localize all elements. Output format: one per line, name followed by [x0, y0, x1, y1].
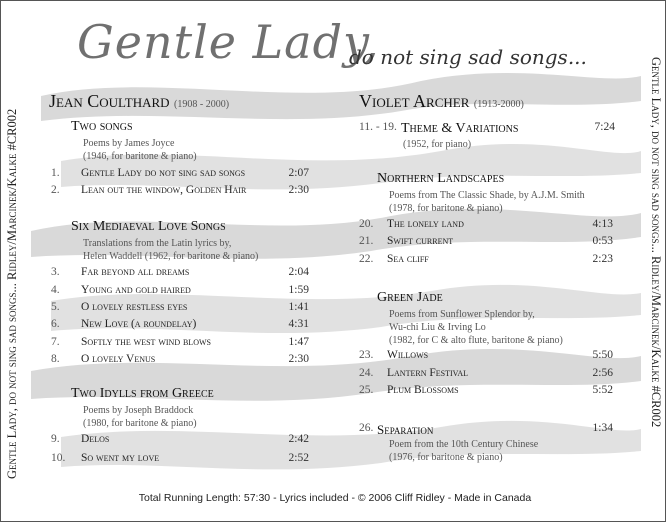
theme-row [359, 121, 615, 137]
track-number: 5. [51, 301, 60, 313]
track-row [359, 349, 613, 363]
track-number: 10. [51, 452, 66, 464]
track-title: Separation [377, 422, 434, 437]
track-title: O lovely restless eyes [81, 301, 188, 313]
track-title: O lovely Venus [81, 353, 156, 365]
composer-left-dates: (1908 - 2000) [174, 99, 230, 110]
track-row [359, 384, 613, 398]
track-duration: 2:30 [288, 353, 309, 365]
track-duration: 4:31 [288, 318, 309, 330]
track-duration: 5:52 [592, 384, 613, 396]
track-title: Gentle Lady do not sing sad songs [81, 167, 246, 179]
track-duration: 2:23 [592, 253, 613, 265]
track-row [51, 184, 309, 198]
work-note: Poems by James Joyce [83, 138, 175, 149]
spine-right-text: Gentle Lady, do not sing sad songs... Ridley/Marcinek/Kalke #CR002 [649, 57, 663, 428]
composer-right [359, 91, 524, 112]
work-note: Poems from Sunflower Splendor by, [389, 309, 535, 320]
spine-left-text: Gentle Lady, do not sing sad songs... Ridley/Marcinek/Kalke #CR002 [5, 108, 19, 479]
track-number: 20. [359, 218, 374, 230]
track-row [51, 452, 309, 466]
work-note: (1978, for baritone & piano) [389, 203, 503, 214]
track-title: So went my love [81, 452, 160, 464]
track-row [51, 318, 309, 332]
track-duration: 2:42 [288, 433, 309, 445]
footer-credits: Total Running Length: 57:30 - Lyrics included - © 2006 Cliff Ridley - Made in Canada [138, 492, 532, 504]
track-duration: 1:47 [288, 336, 309, 348]
spine-right [645, 1, 666, 522]
work-title: Green Jade [377, 290, 443, 305]
work-note: (1982, for C & alto flute, baritone & piano) [389, 335, 563, 346]
track-row [359, 253, 613, 267]
track-number: 26. [359, 422, 374, 434]
separation-row [359, 422, 613, 438]
track-duration: 7:24 [594, 121, 615, 133]
track-number: 4. [51, 284, 60, 296]
work-title: Northern Landscapes [377, 171, 505, 186]
track-title: New Love (a roundelay) [81, 318, 197, 330]
work-title: Six Mediaeval Love Songs [71, 219, 226, 234]
work-title: Two songs [71, 119, 133, 134]
track-duration: 1:34 [592, 422, 613, 434]
track-title: Plum Blossoms [387, 384, 459, 396]
work-note: Helen Waddell (1962, for baritone & piano) [83, 251, 259, 262]
track-duration: 0:53 [592, 235, 613, 247]
track-duration: 1:41 [288, 301, 309, 313]
track-number: 25. [359, 384, 374, 396]
spine-left [1, 1, 23, 522]
track-number: 7. [51, 336, 60, 348]
composer-right-dates: (1913-2000) [473, 99, 524, 110]
track-title: Delos [81, 433, 110, 445]
track-duration: 5:50 [592, 349, 613, 361]
track-number: 9. [51, 433, 60, 445]
track-number: 23. [359, 349, 374, 361]
track-duration: 1:59 [288, 284, 309, 296]
work-note: Translations from the Latin lyrics by, [83, 238, 232, 249]
work-note: Poem from the 10th Century Chinese [389, 439, 539, 450]
track-title: Lean out the window, Golden Hair [81, 184, 247, 196]
composer-left [49, 91, 229, 112]
track-row [359, 218, 613, 232]
track-number: 22. [359, 253, 374, 265]
track-row [51, 284, 309, 298]
composer-right-name: Violet Archer [359, 91, 470, 111]
track-title: Far beyond all dreams [81, 266, 190, 278]
track-row [51, 353, 309, 367]
track-row [51, 301, 309, 315]
track-duration: 2:07 [288, 167, 309, 179]
track-duration: 2:52 [288, 452, 309, 464]
track-title: Young and gold haired [81, 284, 191, 296]
track-duration: 2:30 [288, 184, 309, 196]
album-title-sub: do not sing sad songs... [349, 45, 587, 69]
track-number: 11. - 19. [359, 121, 397, 133]
work-note: Poems from The Classic Shade, by A.J.M. Smith [389, 190, 585, 201]
track-number: 6. [51, 318, 60, 330]
composer-left-name: Jean Coulthard [49, 91, 170, 111]
work-note: Wu-chi Liu & Irving Lo [389, 322, 486, 333]
track-number: 21. [359, 235, 374, 247]
work-note: (1952, for piano) [403, 139, 472, 150]
work-note: (1976, for baritone & piano) [389, 452, 503, 463]
track-number: 3. [51, 266, 60, 278]
track-row [359, 235, 613, 249]
track-title: Swift current [387, 235, 454, 247]
track-row [51, 433, 309, 447]
track-title: Lantern Festival [387, 367, 469, 379]
album-title-main: Gentle Lady, [77, 15, 380, 69]
track-duration: 2:56 [592, 367, 613, 379]
work-note: Poems by Joseph Braddock [83, 405, 194, 416]
work-note: (1980, for baritone & piano) [83, 418, 197, 429]
track-row [51, 336, 309, 350]
track-duration: 4:13 [592, 218, 613, 230]
track-title: Willows [387, 349, 429, 361]
track-title: Sea cliff [387, 253, 429, 265]
track-row [359, 367, 613, 381]
track-title: Theme & Variations [401, 121, 519, 136]
track-number: 2. [51, 184, 60, 196]
work-note: (1946, for baritone & piano) [83, 151, 197, 162]
track-row [51, 266, 309, 280]
track-number: 1. [51, 167, 60, 179]
work-title: Two Idylls from Greece [71, 386, 214, 401]
track-title: Softly the west wind blows [81, 336, 211, 348]
track-title: The lonely land [387, 218, 464, 230]
track-number: 8. [51, 353, 60, 365]
track-number: 24. [359, 367, 374, 379]
track-duration: 2:04 [288, 266, 309, 278]
track-row [51, 167, 309, 181]
